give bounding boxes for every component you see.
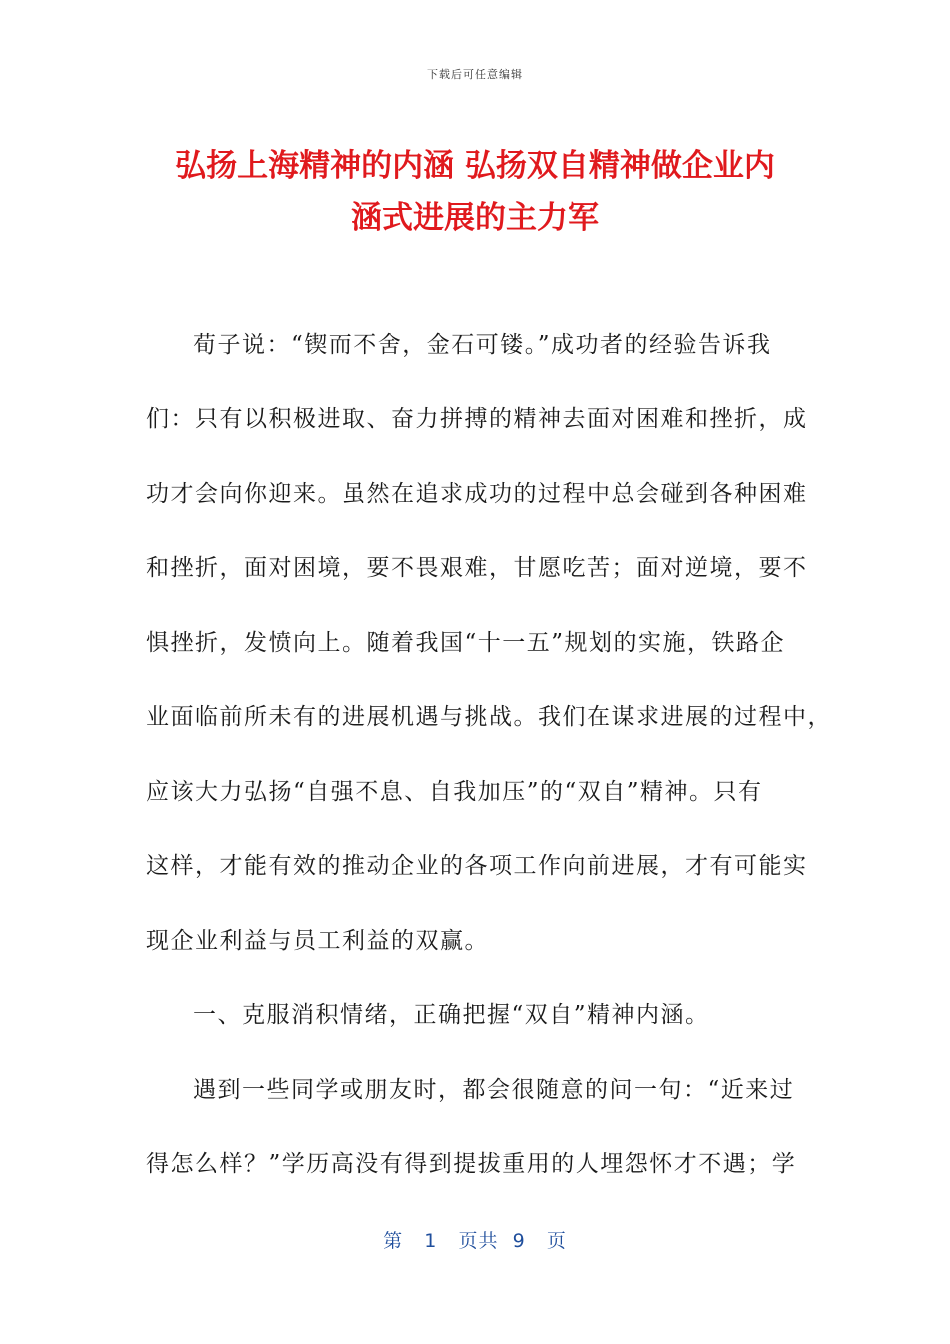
page-label-prefix: 第 — [383, 1230, 404, 1252]
page-header-note: 下载后可任意编辑 — [427, 68, 523, 81]
current-page-number: 1 — [424, 1230, 438, 1252]
body-line: 应该大力弘扬“自强不息、自我加压”的“双自”精神。只有 — [146, 779, 763, 805]
page-footer — [0, 1226, 950, 1253]
total-pages-number: 9 — [512, 1230, 526, 1252]
body-line: 得怎么样？”学历高没有得到提拔重用的人埋怨怀才不遇；学 — [146, 1151, 797, 1177]
body-line: 荀子说：“锲而不舍，金石可镂。”成功者的经验告诉我 — [193, 332, 772, 358]
body-line: 这样，才能有效的推动企业的各项工作向前进展，才有可能实 — [146, 853, 808, 879]
page-label-suffix: 页 — [546, 1230, 567, 1252]
document-title-line-1: 弘扬上海精神的内涵 弘扬双自精神做企业内 — [175, 148, 775, 184]
body-line: 们：只有以积极进取、奋力拼搏的精神去面对困难和挫折，成 — [146, 406, 808, 432]
body-line: 惧挫折，发愤向上。随着我国“十一五”规划的实施，铁路企 — [146, 630, 786, 656]
section-heading: 一、克服消积情绪，正确把握“双自”精神内涵。 — [193, 1002, 710, 1028]
document-title-line-2: 涵式进展的主力军 — [351, 200, 599, 236]
page-label-middle: 页共 — [458, 1230, 499, 1252]
body-line: 现企业利益与员工利益的双赢。 — [146, 928, 489, 954]
body-line: 功才会向你迎来。虽然在追求成功的过程中总会碰到各种困难 — [146, 481, 808, 507]
body-line: 业面临前所未有的进展机遇与挑战。我们在谋求进展的过程中， — [146, 704, 832, 730]
body-line: 和挫折，面对困境，要不畏艰难，甘愿吃苦；面对逆境，要不 — [146, 555, 808, 581]
body-line: 遇到一些同学或朋友时，都会很随意的问一句：“近来过 — [193, 1077, 795, 1103]
